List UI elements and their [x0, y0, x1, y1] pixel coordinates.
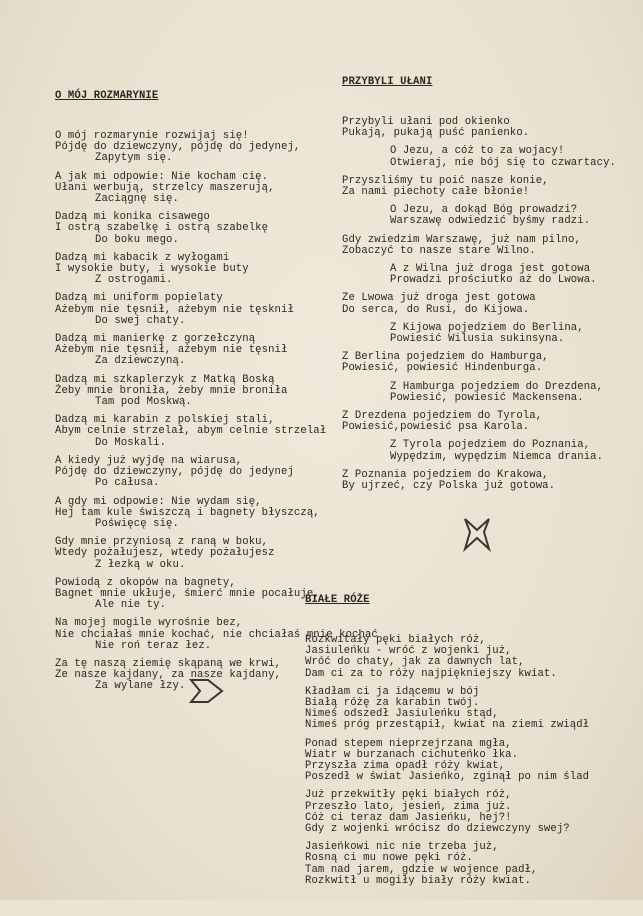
verse-line: O mój rozmarynie rozwijaj się!	[55, 130, 249, 143]
stanza	[342, 146, 640, 168]
verse-line: A gdy mi odpowie: Nie wydam się,	[55, 495, 262, 508]
verse-line: Poszedł w świat Jasieńko, zginął po nim ślad	[305, 771, 590, 784]
stanza	[305, 790, 640, 835]
stanza-list	[305, 635, 640, 887]
verse-line: A z Wilna już droga jest gotowa	[390, 263, 591, 276]
verse-line: I ostrą szabelkę i ostrą szabelkę	[55, 222, 269, 235]
verse-line: Pójdę do dziewczyny, pójdę do jedynej,	[55, 141, 301, 154]
verse-line: Ponad stepem nieprzejrzana mgła,	[305, 737, 512, 750]
verse-line: Jasiuleńku - wróć z wojenki już,	[305, 645, 512, 658]
stanza	[55, 578, 345, 612]
verse-line: Ażebym nie tęsnił, ażebym nie tęsknił	[55, 303, 294, 316]
stanza	[342, 411, 640, 433]
verse-line: Dadzą mi manierkę z gorzełczyną	[55, 333, 256, 346]
stanza	[342, 323, 640, 345]
verse-line: Bagnet mnie ukłuje, śmierć mnie pocałuje,	[55, 587, 320, 600]
stanza	[342, 264, 640, 286]
stanza-list	[342, 117, 640, 492]
verse-line: Zaciągnę się.	[95, 193, 179, 206]
verse-line: Powiesić, powiesić Hindenburga.	[342, 362, 543, 375]
verse-line: Zapytym się.	[95, 152, 173, 165]
verse-line: Powiodą z okopów na bagnety,	[55, 576, 236, 589]
verse-line: Na mojej mogile wyrośnie bez,	[55, 617, 243, 630]
verse-line: Tam nad jarem, gdzie w wojence padł,	[305, 863, 538, 876]
verse-line: Białą różę za karabin twój.	[305, 697, 480, 710]
stanza	[305, 842, 640, 887]
song-biale-roze	[305, 573, 640, 916]
verse-line: Z Tyrola pojedziem do Poznania,	[390, 439, 591, 452]
stanza	[55, 375, 345, 409]
verse-line: Wiatr w burzanach cichuteńko łka.	[305, 748, 519, 761]
verse-line: Z Berlina pojedziem do Hamburga,	[342, 351, 549, 364]
verse-line: Gdy mnie przyniosą z raną w boku,	[55, 536, 269, 549]
verse-line: Z Hamburga pojedziem do Drezdena,	[390, 380, 604, 393]
verse-line: Cóż ci teraz dam Jasieńku, hej?!	[305, 811, 512, 824]
verse-line: Pukają, pukają puść panienko.	[342, 127, 530, 140]
song-o-moj-rozmarynie	[55, 69, 378, 722]
verse-line: Do serca, do Rusi, do Kijowa.	[342, 303, 530, 316]
verse-line: Do swej chaty.	[95, 314, 186, 327]
verse-line: Wtedy pożałujesz, wtedy pożałujesz	[55, 547, 275, 560]
stanza-list	[55, 130, 378, 693]
verse-line: Dam ci za to róży najpiękniejszy kwiat.	[305, 667, 557, 680]
verse-line: A jak mi odpowie: Nie kocham cię.	[55, 170, 269, 183]
verse-line: Hej tam kule świszczą i bagnety błyszczą,	[55, 506, 320, 519]
verse-line: Za wylane łzy.	[95, 680, 186, 693]
stanza	[55, 617, 378, 652]
verse-line: O Jezu, a dokąd Bóg prowadzi?	[390, 204, 578, 217]
verse-line: Pójdę do dziewczyny, pójdę do jedynej	[55, 466, 294, 479]
stanza	[55, 497, 345, 531]
verse-line: Żeby mnie broniła, żeby mnie broniła	[55, 384, 288, 397]
stanza	[305, 635, 640, 680]
verse-line: Dadzą mi szkaplerzyk z Matką Boską	[55, 373, 275, 386]
verse-line: Powiesić Wilusia sukinsyna.	[390, 333, 565, 346]
verse-line: Przybyli ułani pod okienko	[342, 116, 510, 129]
verse-line: Za nami piechoty całe błonie!	[342, 186, 530, 199]
verse-line: Powiesić, powiesić Mackensena.	[390, 391, 584, 404]
stanza	[305, 687, 640, 732]
stanza	[342, 176, 640, 198]
verse-line: Ażebym nie tęsnił, ażebym nie tęsnił	[55, 344, 288, 357]
stanza	[342, 205, 640, 227]
stanza	[342, 293, 640, 315]
verse-line: Dadzą mi kabacik z wyłogami	[55, 251, 230, 264]
verse-line: Po całusa.	[95, 477, 160, 490]
verse-line: Do boku mego.	[95, 233, 179, 246]
verse-line: Dadzą mi uniform popielaty	[55, 292, 223, 305]
stanza	[305, 739, 640, 784]
verse-line: Jasieńkowi nic nie trzeba już,	[305, 841, 499, 854]
verse-line: Gdy z wojenki wrócisz do dziewczyny swej?	[305, 823, 570, 836]
song-title: O MÓJ ROZMARYNIE	[55, 90, 159, 103]
verse-line: Nie roń teraz łez.	[95, 639, 212, 652]
song-title: PRZYBYLI UŁANI	[342, 76, 433, 89]
verse-line: Dadzą mi karabin z polskiej stali,	[55, 414, 275, 427]
stanza	[55, 212, 345, 246]
stanza	[342, 382, 640, 404]
stanza	[55, 293, 345, 327]
stanza	[55, 456, 345, 490]
song-przybyli-ulani	[342, 55, 640, 522]
ornament-arrow-icon	[188, 676, 228, 706]
verse-line: Już przekwitły pęki białych róż,	[305, 789, 512, 802]
verse-line: Poświęcę się.	[95, 517, 179, 530]
verse-line: Za tę naszą ziemię skąpaną we krwi,	[55, 657, 282, 670]
song-title: BIAŁE RÓŻE	[305, 594, 370, 607]
verse-line: Otwieraj, nie bój się to czwartacy.	[390, 156, 617, 169]
ornament-heart-icon	[462, 516, 492, 552]
stanza	[55, 415, 345, 449]
verse-line: Ułani werbują, strzelcy maszerują,	[55, 181, 275, 194]
stanza	[342, 440, 640, 462]
stanza	[342, 117, 640, 139]
verse-line: Nimeś odszedł Jasiuleńku stąd,	[305, 708, 499, 721]
verse-line: Przeszło lato, jesień, zima już.	[305, 800, 512, 813]
verse-line: Przyszła zima opadł róży kwiat,	[305, 760, 506, 773]
verse-line: Tam pod Moskwą.	[95, 396, 192, 409]
verse-line: Wróć do chaty, jak za dawnych lat,	[305, 656, 525, 669]
stanza	[55, 172, 345, 206]
verse-line: Warszawę odwiedzić byśmy radzi.	[390, 215, 591, 228]
verse-line: Ale nie ty.	[95, 599, 167, 612]
stanza	[342, 352, 640, 374]
verse-line: Do Moskali.	[95, 436, 167, 449]
verse-line: Wypędzim, wypędzim Niemca drania.	[390, 450, 604, 463]
verse-line: Gdy zwiedzim Warszawę, już nam pilno,	[342, 233, 581, 246]
verse-line: Dadzą mi konika cisawego	[55, 211, 210, 224]
verse-line: Powiesić,powiesić psa Karola.	[342, 421, 530, 434]
verse-line: Rozkwitł u mogiły biały róży kwiat.	[305, 874, 532, 887]
verse-line: Nie chciałaś mnie kochać, nie chciałaś mnie kochać	[55, 628, 378, 641]
verse-line: Z ostrogami.	[95, 274, 173, 287]
verse-line: Ze Lwowa już droga jest gotowa	[342, 292, 536, 305]
verse-line: Ze nasze kajdany, za nasze kajdany,	[55, 669, 282, 682]
verse-line: Rosną ci mu nowe pęki róż.	[305, 852, 473, 865]
stanza	[55, 253, 345, 287]
verse-line: I wysokie buty, i wysokie buty	[55, 263, 249, 276]
verse-line: Prowadzi prościutko aż do Lwowa.	[390, 274, 597, 287]
verse-line: Nimeś próg przestąpił, kwiat na ziemi zwiądł	[305, 719, 590, 732]
verse-line: O Jezu, a cóż to za wojacy!	[390, 145, 565, 158]
verse-line: Kładłam ci ja idącemu w bój	[305, 685, 480, 698]
verse-line: Przyszliśmy tu poić nasze konie,	[342, 174, 549, 187]
verse-line: Rozkwitały pęki białych róż,	[305, 634, 486, 647]
verse-line: Za dziewczyną.	[95, 355, 186, 368]
verse-line: A kiedy już wyjdę na wiarusa,	[55, 454, 243, 467]
verse-line: Zobaczyć to nasze stare Wilno.	[342, 244, 536, 257]
verse-line: Z łezką w oku.	[95, 558, 186, 571]
verse-line: Z Drezdena pojedziem do Tyrola,	[342, 410, 543, 423]
stanza	[342, 470, 640, 492]
stanza	[55, 537, 345, 571]
verse-line: By ujrzeć, czy Polska już gotowa.	[342, 480, 556, 493]
stanza	[55, 131, 345, 165]
stanza	[342, 235, 640, 257]
verse-line: Z Kijowa pojedziem do Berlina,	[390, 321, 584, 334]
verse-line: Z Poznania pojedziem do Krakowa,	[342, 468, 549, 481]
stanza	[55, 334, 345, 368]
verse-line: Abym celnie strzelał, abym celnie strzelał	[55, 425, 327, 438]
